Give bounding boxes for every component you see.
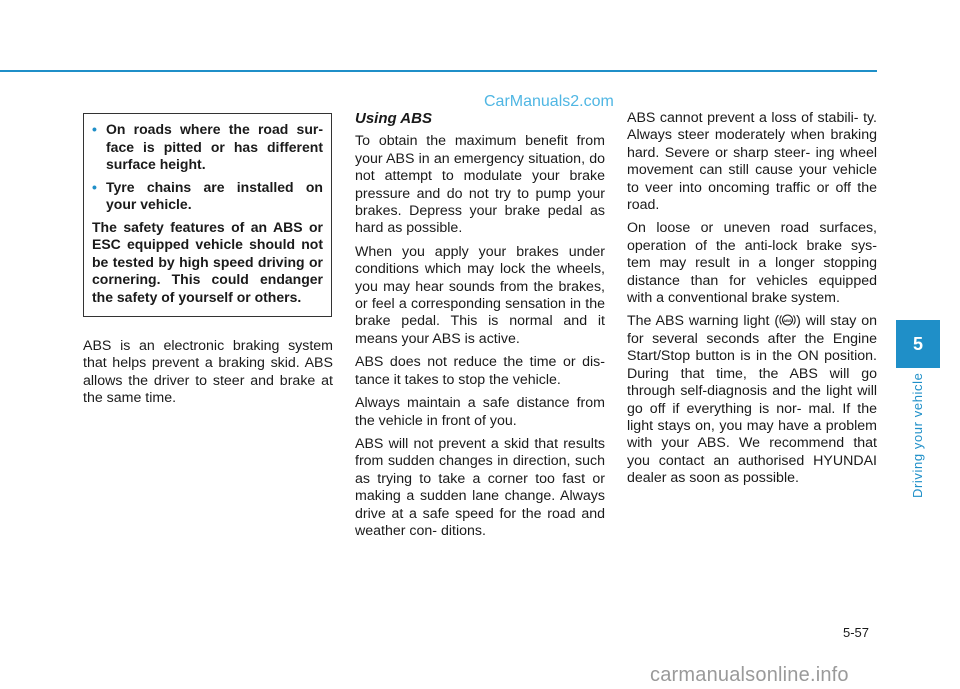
paragraph: Always maintain a safe distance from the vehicle in front of you. <box>355 395 605 429</box>
text-segment: The ABS warning light ( <box>627 313 780 330</box>
paragraph: On loose or uneven road surfaces, operation of the anti-lock brake sys- tem may result in a longer stopping distance than for vehicles equipped with a conventional brake system. <box>627 220 877 307</box>
paragraph: ABS will not prevent a skid that results from sudden changes in direction, such as trying to take a corner too fast or making a sudden lane change. Always drive at a safe speed for the road and weather con- ditions. <box>355 435 605 539</box>
warning-bullet-1 <box>92 121 323 174</box>
warning-list <box>92 121 323 214</box>
abs-icon-label: ABS <box>783 318 792 324</box>
paragraph: ABS does not reduce the time or dis- tance it takes to stop the vehicle. <box>355 354 605 388</box>
chapter-tab[interactable]: 5 <box>896 320 940 368</box>
paragraph: When you apply your brakes under conditions which may lock the wheels, you may hear sounds from the brakes, or feel a corresponding sensation in the brake pedal. This is normal and it means your ABS is active. <box>355 243 605 347</box>
warning-bullet-2 <box>92 179 323 214</box>
header-rule <box>0 70 877 72</box>
warning-box <box>83 113 332 317</box>
warning-bullet-text: On roads where the road sur- face is pitted or has different surface height. <box>106 121 323 172</box>
abs-intro-paragraph: ABS is an electronic braking system that helps prevent a braking skid. ABS allows the driver to steer and brake at the same time. <box>83 338 333 407</box>
column-2 <box>355 110 605 546</box>
abs-warning-light-paragraph <box>627 313 877 487</box>
text-segment: ) will stay on for several seconds after the Engine Start/Stop button is in the ON position. During that time, the ABS will go through self-diagnosis and the light will go off if everything is nor- mal. If the light stays on, you may have a problem with your ABS. We recommend that you contact an authorised HYUNDAI dealer as soon as possible. <box>627 313 877 487</box>
column-3 <box>627 110 877 494</box>
warning-note: The safety features of an ABS or ESC equipped vehicle should not be tested by high speed driving or cornering. This could endanger the safety of yourself or others. <box>92 218 323 305</box>
watermark-bottom[interactable]: carmanualsonline.info <box>650 664 849 686</box>
paragraph: To obtain the maximum benefit from your ABS in an emergency situation, do not attempt to modulate your brake pressure and do not try to pump your brakes. Depress your brake pedal as hard as possible. <box>355 133 605 237</box>
column-1 <box>83 338 333 414</box>
section-heading: Using ABS <box>355 110 432 127</box>
abs-warning-light-icon <box>779 313 796 327</box>
chapter-label: Driving your vehicle <box>910 372 925 498</box>
paragraph: ABS cannot prevent a loss of stabili- ty. Always steer moderately when braking hard. Severe or sharp steer- ing wheel movement can still cause your vehicle to veer into oncoming traffic or off the road. <box>627 110 877 214</box>
warning-bullet-text: Tyre chains are installed on your vehicle. <box>106 178 323 212</box>
watermark-top[interactable]: CarManuals2.com <box>484 93 614 110</box>
bullet-icon: • <box>92 121 97 137</box>
bullet-icon: • <box>92 178 97 195</box>
page-number: 5-57 <box>843 625 870 640</box>
